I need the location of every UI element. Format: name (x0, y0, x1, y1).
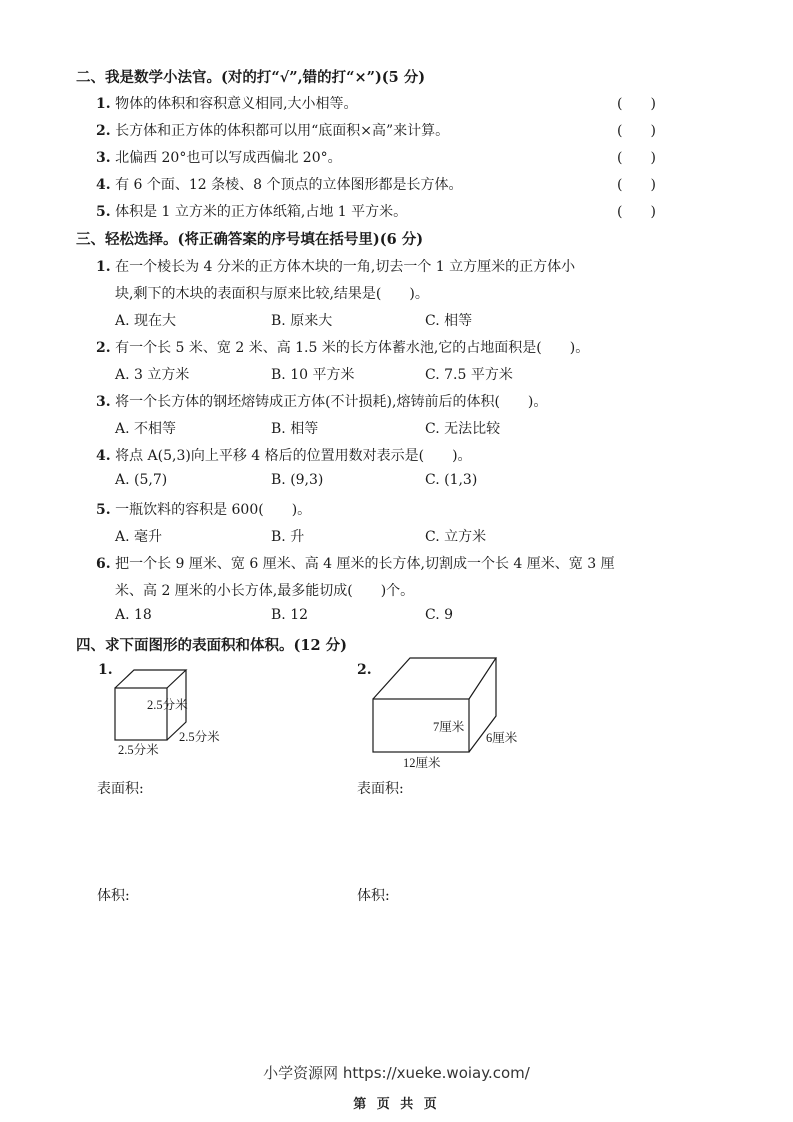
option-c: C. 7.5 平方米 (425, 367, 513, 383)
option-a: A. (5,7) (115, 472, 168, 488)
section-4-title: 四、求下面图形的表面积和体积。(12 分) (76, 637, 347, 654)
item-text: 物体的体积和容积意义相同,大小相等。 (115, 96, 358, 112)
option-b: B. 升 (271, 529, 305, 545)
cuboid-top-face (373, 658, 496, 699)
cube-depth-label: 2.5分米 (179, 730, 220, 744)
item-number: 2. (96, 123, 111, 139)
section-3-title: 三、轻松选择。(将正确答案的序号填在括号里)(6 分) (76, 231, 424, 248)
volume-label-2: 体积: (357, 888, 390, 904)
item-text: 体积是 1 立方米的正方体纸箱,占地 1 平方米。 (115, 204, 408, 220)
option-a: A. 18 (115, 607, 152, 623)
judge-item-3 (96, 147, 342, 167)
question-text: 将点 A(5,3)向上平移 4 格后的位置用数对表示是( )。 (115, 448, 472, 464)
surface-area-label-1: 表面积: (97, 781, 144, 797)
choice-question-2 (96, 337, 589, 357)
cuboid-depth-label: 6厘米 (486, 731, 518, 745)
volume-label-1: 体积: (97, 888, 130, 904)
option-a: A. 现在大 (115, 313, 177, 329)
question-text: 将一个长方体的钢坯熔铸成正方体(不计损耗),熔铸前后的体积( )。 (115, 394, 548, 410)
judge-item-2 (96, 120, 449, 140)
cuboid-figure (368, 654, 498, 758)
surface-area-label-2: 表面积: (357, 781, 404, 797)
option-b: B. 10 平方米 (271, 367, 355, 383)
judge-item-4 (96, 174, 463, 194)
question-number: 5. (96, 502, 111, 518)
question-text: 把一个长 9 厘米、宽 6 厘米、高 4 厘米的长方体,切割成一个长 4 厘米、宽 3 厘 (115, 556, 615, 572)
question-number: 1. (96, 259, 111, 275)
question-text-continued: 块,剩下的木块的表面积与原来比较,结果是( )。 (115, 286, 429, 302)
cuboid-width-label: 12厘米 (403, 756, 441, 770)
item-number: 5. (96, 204, 111, 220)
item-text: 长方体和正方体的体积都可以用“底面积×高”来计算。 (115, 123, 450, 139)
answer-paren-1[interactable]: ( ) (617, 96, 656, 112)
figure-1-number: 1. (98, 662, 113, 678)
option-c: C. 无法比较 (425, 421, 501, 437)
judge-item-1 (96, 93, 358, 113)
question-number: 3. (96, 394, 111, 410)
option-b: B. 相等 (271, 421, 319, 437)
question-number: 4. (96, 448, 111, 464)
choice-question-1 (96, 256, 575, 276)
option-b: B. 12 (271, 607, 309, 623)
answer-paren-5[interactable]: ( ) (617, 204, 656, 220)
cube-height-label: 2.5分米 (147, 698, 188, 712)
question-text: 有一个长 5 米、宽 2 米、高 1.5 米的长方体蓄水池,它的占地面积是( )。 (115, 340, 590, 356)
option-c: C. 相等 (425, 313, 473, 329)
cube-width-label: 2.5分米 (118, 743, 159, 757)
option-c: C. 9 (425, 607, 454, 623)
judge-item-5 (96, 201, 407, 221)
choice-question-4 (96, 445, 472, 465)
answer-paren-4[interactable]: ( ) (617, 177, 656, 193)
footer-url[interactable]: 小学资源网 https://xueke.woiay.com/ (263, 1064, 530, 1082)
choice-question-6 (96, 553, 615, 573)
option-a: A. 3 立方米 (115, 367, 190, 383)
cuboid-height-label: 7厘米 (433, 720, 465, 734)
question-text: 一瓶饮料的容积是 600( )。 (115, 502, 312, 518)
option-c: C. (1,3) (425, 472, 478, 488)
question-text-continued: 米、高 2 厘米的小长方体,最多能切成( )个。 (115, 583, 415, 599)
item-text: 北偏西 20°也可以写成西偏北 20°。 (115, 150, 342, 166)
question-number: 2. (96, 340, 111, 356)
answer-paren-3[interactable]: ( ) (617, 150, 656, 166)
item-text: 有 6 个面、12 条棱、8 个顶点的立体图形都是长方体。 (115, 177, 463, 193)
option-b: B. (9,3) (271, 472, 324, 488)
option-a: A. 不相等 (115, 421, 177, 437)
option-a: A. 毫升 (115, 529, 163, 545)
option-c: C. 立方米 (425, 529, 487, 545)
page-number: 第 页 共 页 (353, 1097, 440, 1112)
cube-top-face (115, 670, 186, 688)
item-number: 4. (96, 177, 111, 193)
item-number: 1. (96, 96, 111, 112)
question-number: 6. (96, 556, 111, 572)
item-number: 3. (96, 150, 111, 166)
choice-question-3 (96, 391, 547, 411)
option-b: B. 原来大 (271, 313, 333, 329)
section-2-title: 二、我是数学小法官。(对的打“√”,错的打“×”)(5 分) (76, 69, 426, 86)
question-text: 在一个棱长为 4 分米的正方体木块的一角,切去一个 1 立方厘米的正方体小 (115, 259, 576, 275)
figure-2-number: 2. (357, 662, 372, 678)
choice-question-5 (96, 499, 311, 519)
answer-paren-2[interactable]: ( ) (617, 123, 656, 139)
